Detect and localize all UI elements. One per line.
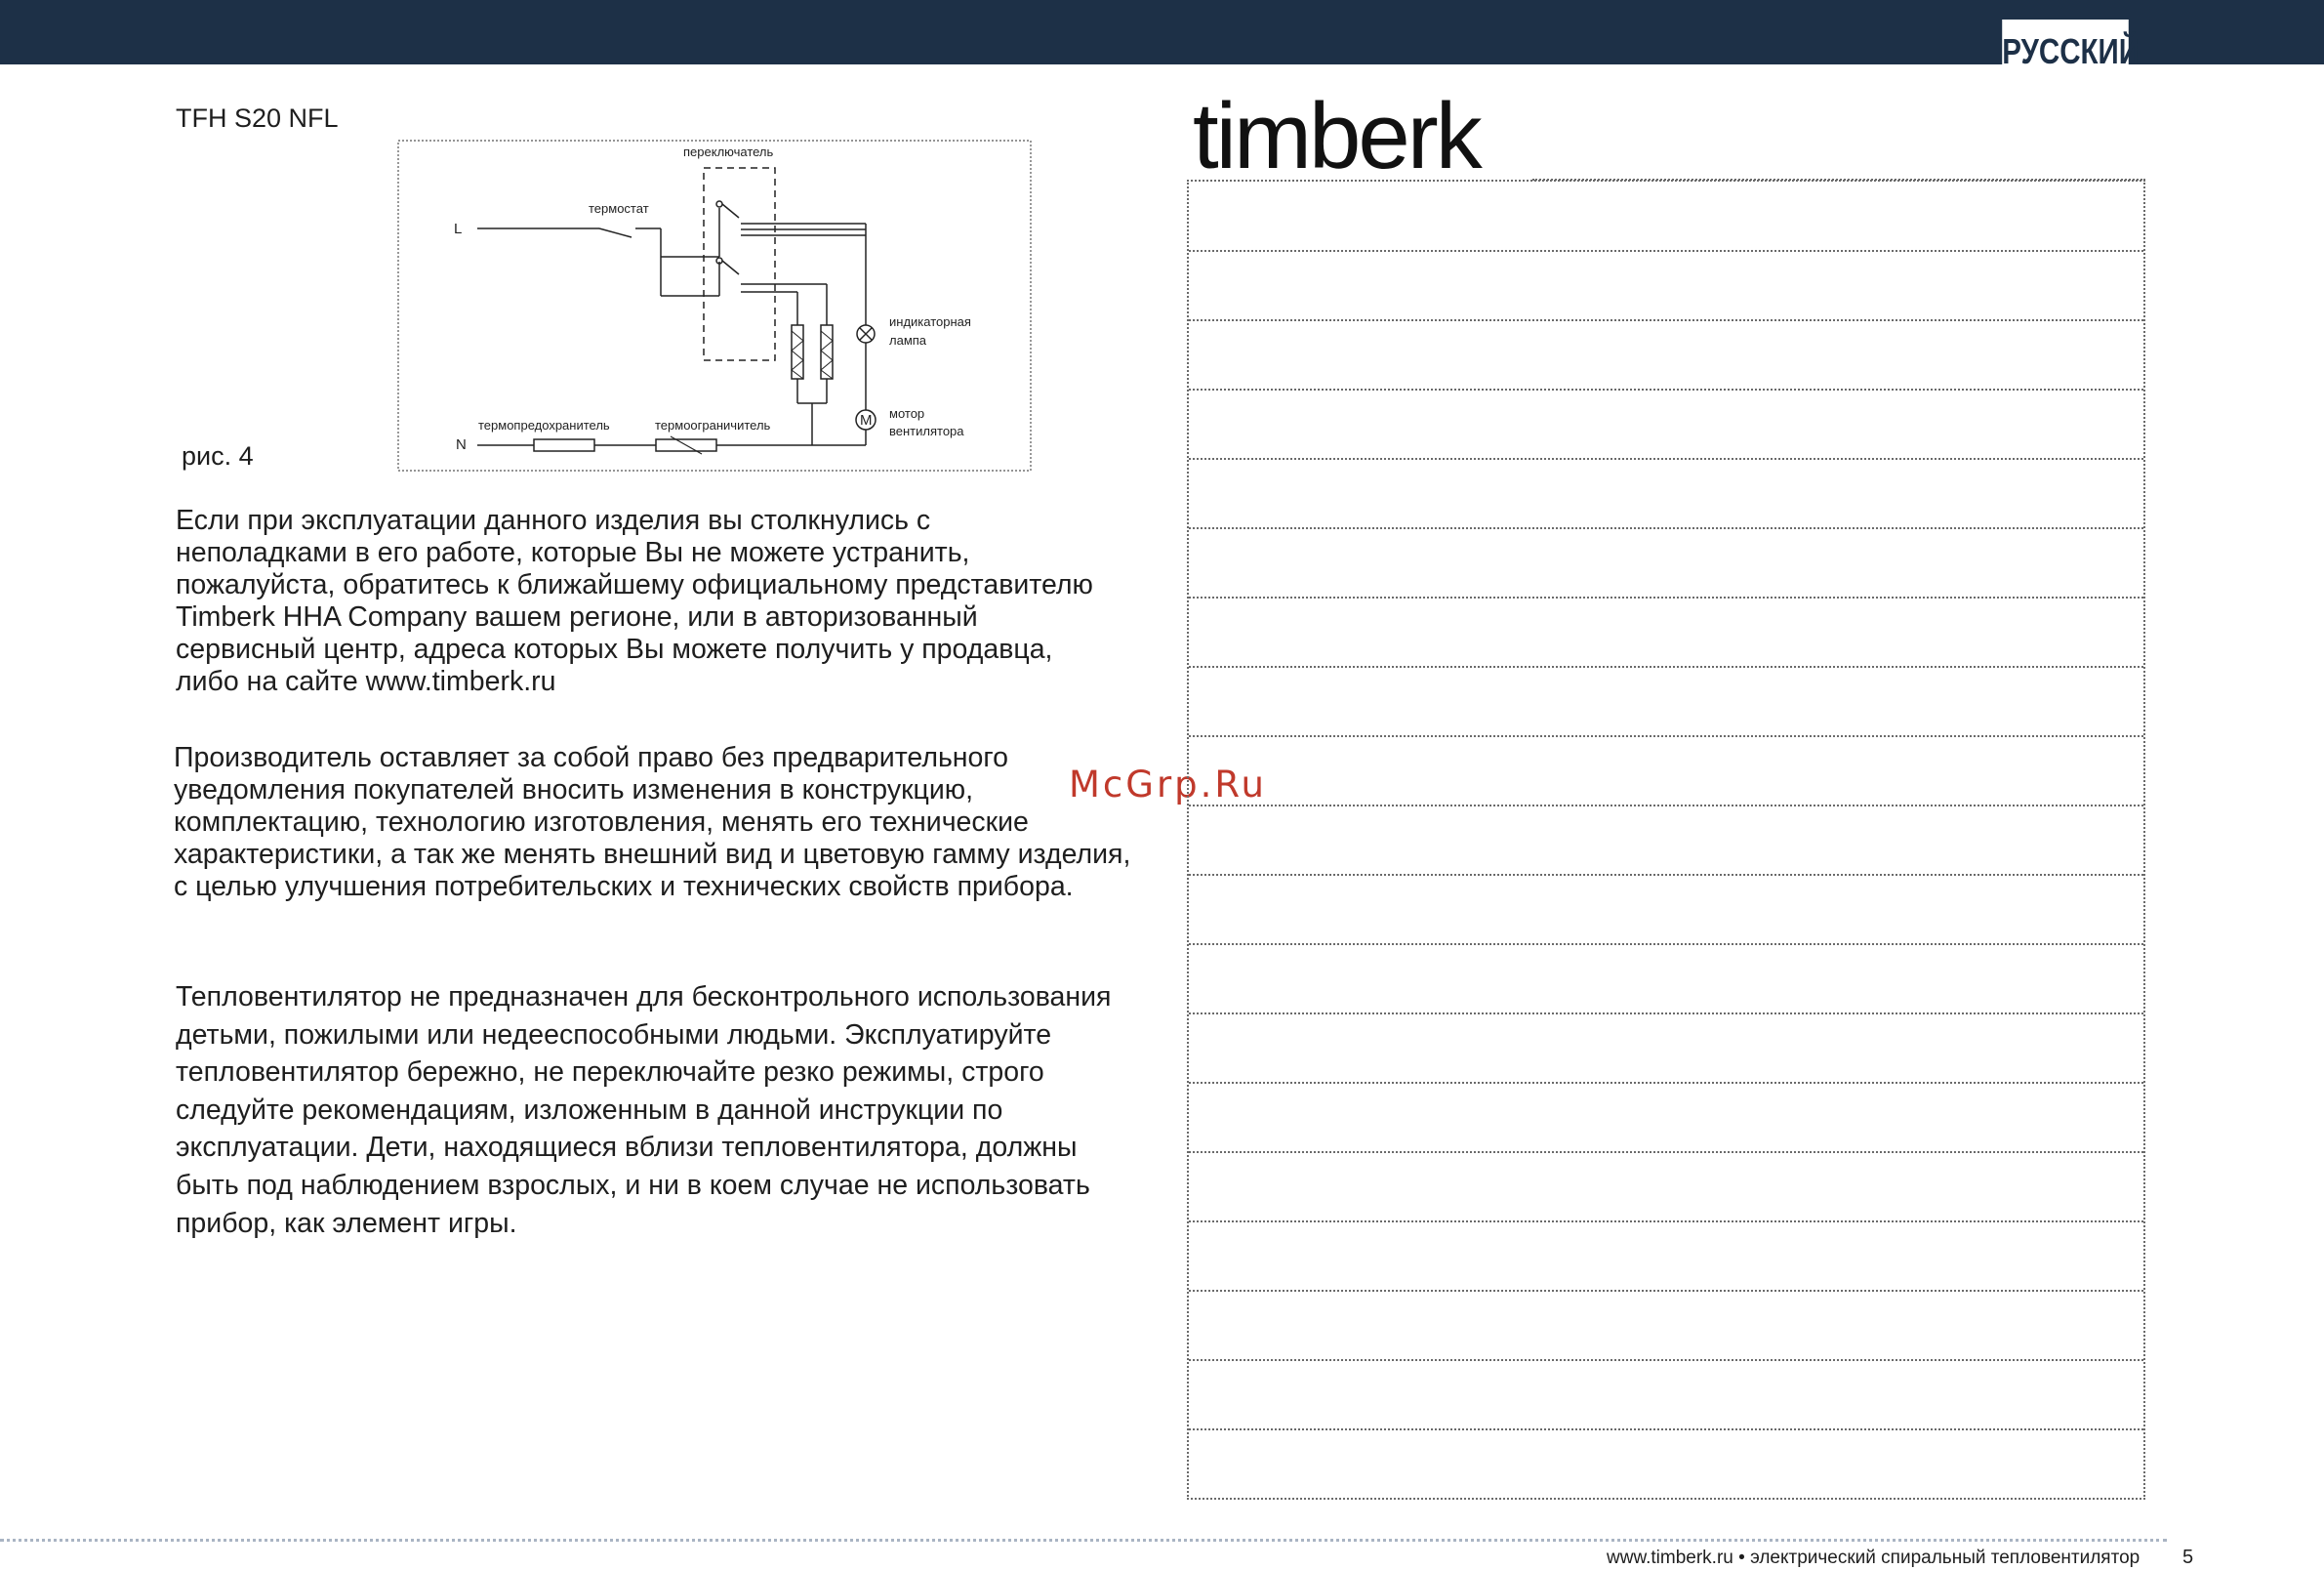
note-line — [1189, 1428, 2143, 1430]
figure-caption: рис. 4 — [182, 441, 254, 471]
note-line — [1189, 805, 2143, 806]
note-line — [1189, 943, 2143, 945]
indicator-label-1: индикаторная — [889, 314, 971, 329]
note-line — [1189, 458, 2143, 460]
note-line — [1189, 319, 2143, 321]
wiring-diagram — [397, 140, 1032, 472]
footer-text: www.timberk.ru • электрический спиральный тепловентилятор — [1607, 1548, 2141, 1568]
note-line — [1189, 1290, 2143, 1292]
note-line — [1189, 1151, 2143, 1153]
note-line — [1189, 666, 2143, 668]
limiter-label: термоограничитель — [655, 418, 771, 433]
motor-label-1: мотор — [889, 406, 925, 421]
note-line — [1189, 1220, 2143, 1222]
motor-symbol: M — [860, 412, 873, 429]
thermostat-label: термостат — [589, 201, 649, 216]
watermark: McGrp.Ru — [1069, 764, 1267, 806]
paragraph-manufacturer: Производитель оставляет за собой право без предварительного уведомления покупателей вносить изменения в конструкцию, комплектацию, технологию изготовления, менять его технические характеристики, а так же менять внешний вид и цветовую гамму изделия, с целью улучшения потребительских и технических свойств прибора. — [174, 742, 1131, 902]
footer-divider — [0, 1539, 2167, 1542]
top-bar — [0, 0, 2324, 64]
fuse-label: термопредохранитель — [478, 418, 610, 433]
note-line — [1189, 389, 2143, 391]
model-title: TFH S20 NFL — [176, 103, 339, 133]
note-line — [1189, 1359, 2143, 1361]
motor-label-2: вентилятора — [889, 424, 964, 438]
note-line — [1189, 250, 2143, 252]
indicator-label-2: лампа — [889, 333, 927, 348]
neutral-label: N — [456, 436, 467, 453]
note-line — [1189, 874, 2143, 876]
note-line — [1189, 1012, 2143, 1014]
switch-label: переключатель — [683, 145, 774, 159]
paragraph-service: Если при эксплуатации данного изделия вы столкнулись с неполадками в его работе, которые Вы не можете устранить, пожалуйста, обратитесь к ближайшему официальному представителю Timberk HHA Company вашем регионе, или в авторизованный сервисный центр, адреса которых Вы можете получить у продавца, либо на сайте www.timberk.ru — [176, 505, 1093, 697]
timberk-logo: timberk — [1193, 84, 1480, 188]
line-label: L — [454, 221, 463, 237]
paragraph-safety: Тепловентилятор не предназначен для бесконтрольного использования детьми, пожилыми или недееспособными людьми. Эксплуатируйте тепловентилятор бережно, не переключайте резко режимы, строго следуйте рекомендациям, изложенным в данной инструкции по эксплуатации. Дети, находящиеся вблизи тепловентилятора, должны быть под наблюдением взрослых, и ни в коем случае не использовать прибор, как элемент игры. — [176, 981, 1112, 1239]
note-line — [1189, 527, 2143, 529]
notes-area — [1187, 180, 2145, 1500]
language-label: РУССКИЙ — [2002, 20, 2129, 78]
note-line — [1189, 735, 2143, 737]
note-line — [1189, 597, 2143, 599]
note-line — [1189, 1082, 2143, 1084]
page-number: 5 — [2182, 1547, 2194, 1568]
